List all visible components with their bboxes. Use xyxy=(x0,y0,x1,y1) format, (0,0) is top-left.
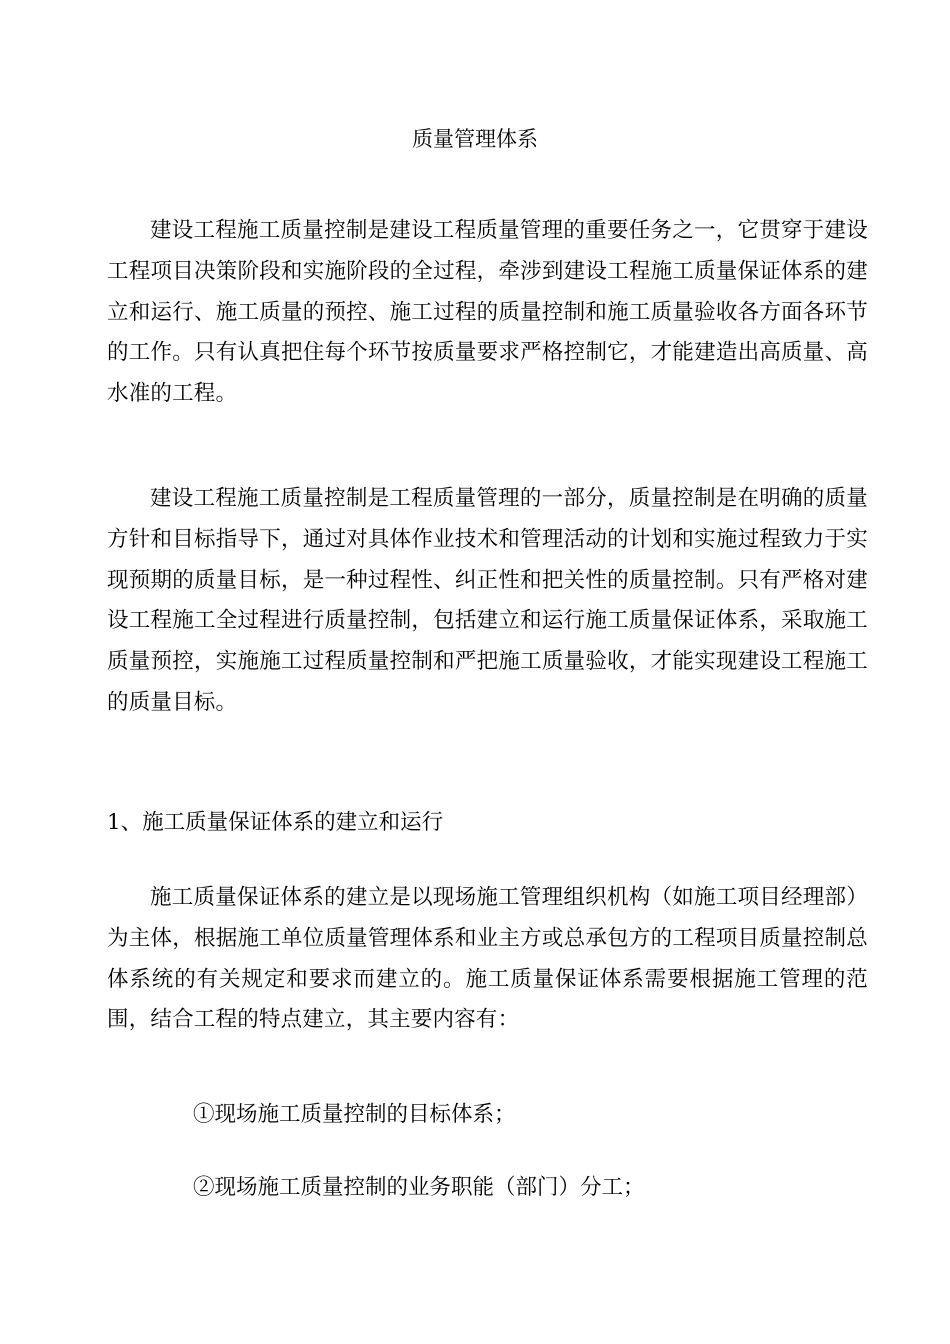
paragraph-section-body: 施工质量保证体系的建立是以现场施工管理组织机构（如施工项目经理部）为主体，根据施工单位质量管理体系和业主方或总承包方的工程项目质量控制总体系统的有关规定和要求而建立的。施工质量保证体系需要根据施工管理的范围，结合工程的特点建立，其主要内容有： xyxy=(107,885,868,1033)
paragraph-quality-control: 建设工程施工质量控制是工程质量管理的一部分，质量控制是在明确的质量方针和目标指导下，通过对具体作业技术和管理活动的计划和实施过程致力于实现预期的质量目标，是一种过程性、纠正性和把关性的质量控制。只有严格对建设工程施工全过程进行质量控制，包括建立和运行施工质量保证体系，采取施工质量预控，实施施工过程质量控制和严把施工质量验收，才能实现建设工程施工的质量目标。 xyxy=(107,486,868,715)
list-item: ①现场施工质量控制的目标体系； xyxy=(193,1102,516,1127)
document-title: 质量管理体系 xyxy=(412,127,538,151)
section-heading: 1、施工质量保证体系的建立和运行 xyxy=(107,810,444,835)
list-item: ②现场施工质量控制的业务职能（部门）分工； xyxy=(193,1175,645,1200)
paragraph-intro: 建设工程施工质量控制是建设工程质量管理的重要任务之一，它贯穿于建设工程项目决策阶段和实施阶段的全过程，牵涉到建设工程施工质量保证体系的建立和运行、施工质量的预控、施工过程的质量控制和施工质量验收各方面各环节的工作。只有认真把住每个环节按质量要求严格控制它，才能建造出高质量、高水准的工程。 xyxy=(107,218,868,407)
